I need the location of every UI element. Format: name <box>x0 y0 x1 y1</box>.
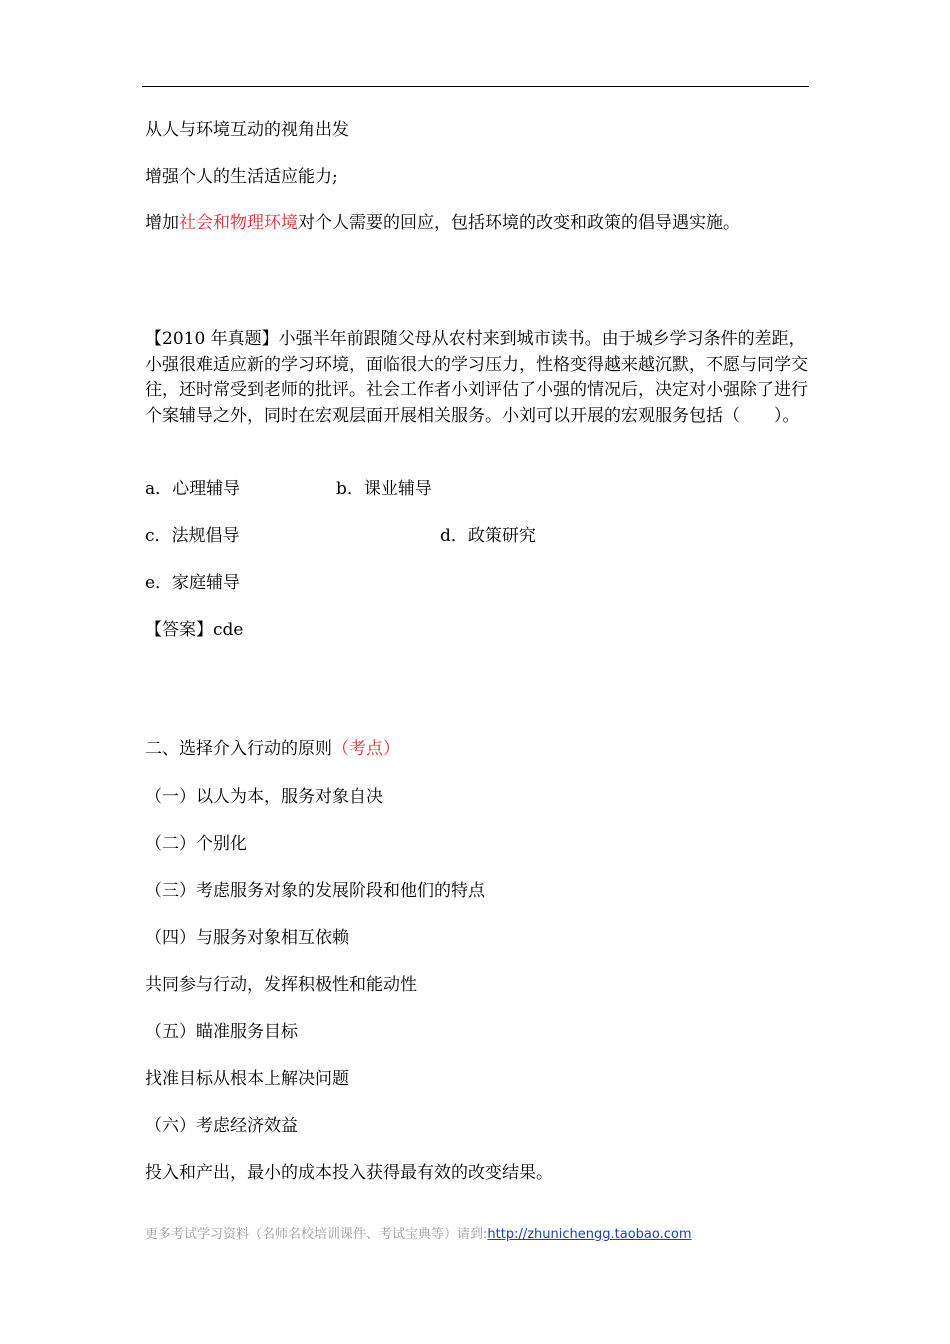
footer <box>145 1225 692 1245</box>
option-b: b．课业辅导 <box>336 479 432 499</box>
principle-6: （六）考虑经济效益 <box>145 1116 298 1136</box>
top-line-3-highlight: 社会和物理环境 <box>179 213 298 233</box>
option-e: e．家庭辅导 <box>145 573 241 593</box>
question-text: 【2010 年真题】小强半年前跟随父母从农村来到城市读书。由于城乡学习条件的差距，小强很难适应新的学习环境，面临很大的学习压力，性格变得越来越沉默，不愿与同学交往，还时常受到老师的批评。社会工作者小刘评估了小强的情况后，决定对小强除了进行个案辅导之外，同时在宏观层面开展相关服务。小刘可以开展的宏观服务包括（ ）。 <box>145 329 808 426</box>
principle-4: （四）与服务对象相互依赖 <box>145 928 349 948</box>
top-line-3-suffix: 对个人需要的回应，包括环境的改变和政策的倡导遇实施。 <box>298 213 740 233</box>
principle-5: （五）瞄准服务目标 <box>145 1022 298 1042</box>
principle-4-note: 共同参与行动，发挥积极性和能动性 <box>145 975 417 995</box>
principle-2: （二）个别化 <box>145 834 247 854</box>
top-line-1: 从人与环境互动的视角出发 <box>145 120 349 140</box>
option-d: d．政策研究 <box>440 526 536 546</box>
option-a: a．心理辅导 <box>145 479 241 499</box>
section-two-heading-text: 二、选择介入行动的原则 <box>145 739 332 759</box>
section-two-heading-tag: （考点） <box>332 739 400 759</box>
principle-3: （三）考虑服务对象的发展阶段和他们的特点 <box>145 881 485 901</box>
section-two-heading <box>145 736 400 762</box>
answer: 【答案】cde <box>145 620 244 640</box>
principle-1: （一）以人为本，服务对象自决 <box>145 787 383 807</box>
header-rule <box>142 86 809 87</box>
top-line-3-prefix: 增加 <box>145 213 179 233</box>
option-c: c．法规倡导 <box>145 526 240 546</box>
principle-6-note: 投入和产出，最小的成本投入获得最有效的改变结果。 <box>145 1163 553 1183</box>
principle-5-note: 找准目标从根本上解决问题 <box>145 1069 349 1089</box>
top-line-3 <box>145 210 740 236</box>
top-line-2: 增强个人的生活适应能力; <box>145 167 338 187</box>
footer-text: 更多考试学习资料（名师名校培训课件、考试宝典等）请到: <box>145 1227 488 1242</box>
footer-link[interactable]: http://zhunichengg.taobao.com <box>487 1227 692 1242</box>
